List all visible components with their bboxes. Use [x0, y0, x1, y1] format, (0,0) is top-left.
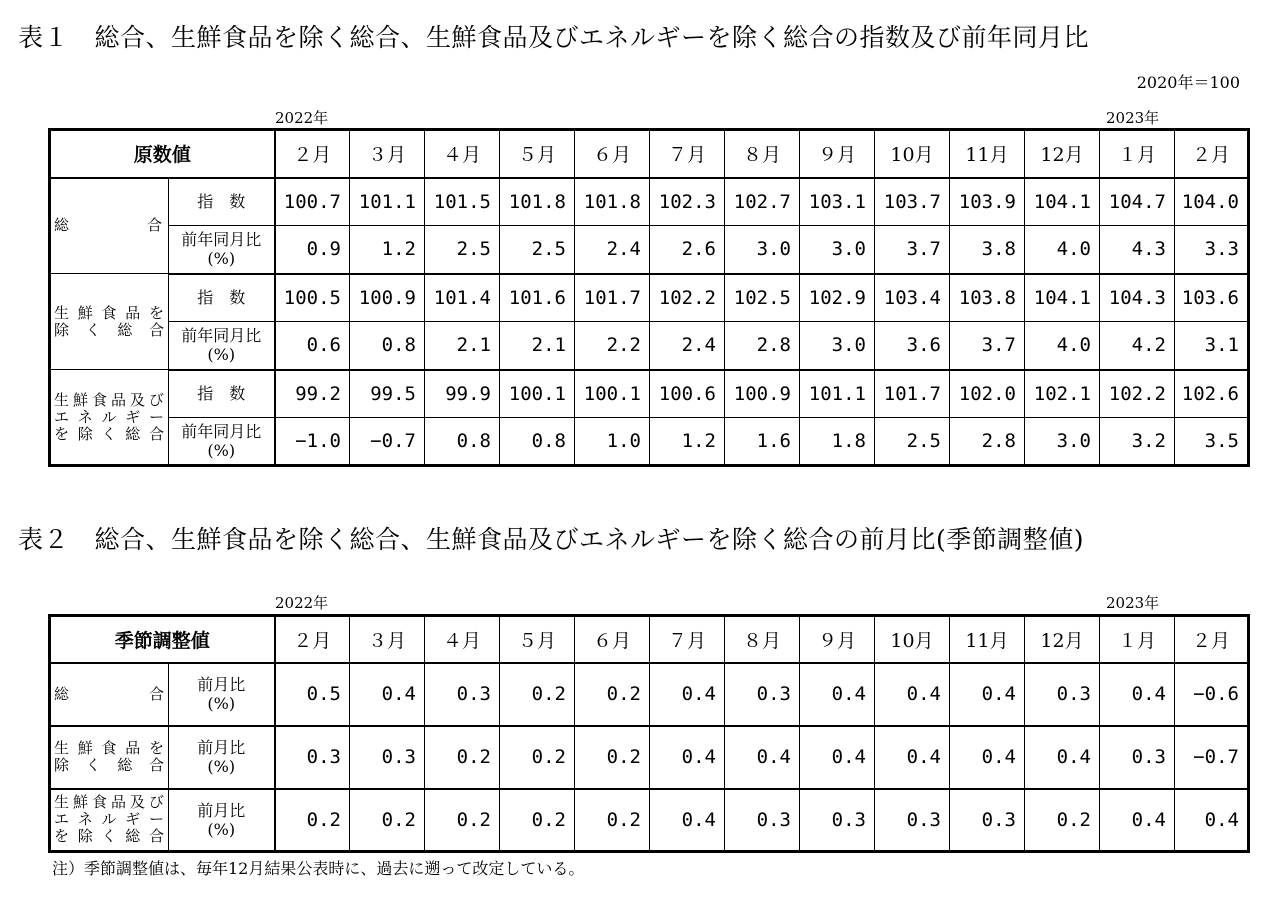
index-value: 102.2 — [650, 274, 725, 322]
label-line: 生 鮮 食 品 を — [54, 303, 164, 322]
yoy-value: 2.5 — [500, 226, 575, 274]
mom-value: 0.4 — [1025, 726, 1100, 789]
index-value: 101.6 — [500, 274, 575, 322]
table-row — [50, 663, 1249, 726]
table-row — [50, 322, 1249, 370]
mom-value: 0.4 — [800, 663, 875, 726]
mom-value: 0.3 — [275, 726, 350, 789]
yoy-label-line2: (%) — [207, 249, 236, 269]
month-header: ９月 — [800, 130, 875, 178]
mom-value: 0.3 — [725, 789, 800, 852]
index-label: 指 数 — [169, 370, 275, 418]
index-value: 101.5 — [425, 178, 500, 226]
yoy-value: 3.1 — [1175, 322, 1249, 370]
yoy-label-line1: 前年同月比 — [181, 326, 262, 346]
yoy-label — [169, 226, 275, 274]
table2-title: 表２ 総合、生鮮食品を除く総合、生鮮食品及びエネルギーを除く総合の前月比(季節調整値) — [18, 525, 1085, 554]
yoy-value: 0.8 — [425, 418, 500, 466]
yoy-value: 1.8 — [800, 418, 875, 466]
month-header: 12月 — [1025, 130, 1100, 178]
yoy-value: 1.0 — [575, 418, 650, 466]
yoy-value: 1.6 — [725, 418, 800, 466]
mom-value: 0.2 — [275, 789, 350, 852]
index-value: 103.4 — [875, 274, 950, 322]
table1-year-end: 2023年 — [1106, 109, 1160, 127]
label-line: 除 く 総 合 — [54, 756, 164, 774]
mom-value: 0.4 — [1100, 789, 1175, 852]
month-header: 10月 — [875, 130, 950, 178]
mom-value: 0.5 — [275, 663, 350, 726]
mom-value: 0.4 — [650, 726, 725, 789]
table-row — [50, 274, 1249, 322]
mom-value: 0.4 — [875, 663, 950, 726]
month-header: 12月 — [1025, 616, 1100, 663]
month-header: ３月 — [350, 130, 425, 178]
index-value: 101.7 — [875, 370, 950, 418]
mom-value: 0.3 — [425, 663, 500, 726]
yoy-value: 1.2 — [350, 226, 425, 274]
month-header: ４月 — [425, 616, 500, 663]
month-header: １月 — [1100, 130, 1175, 178]
index-value: 100.1 — [500, 370, 575, 418]
month-header: ２月 — [275, 616, 350, 663]
mom-value: 0.2 — [500, 726, 575, 789]
mom-value: 0.3 — [1025, 663, 1100, 726]
yoy-value: 0.6 — [275, 322, 350, 370]
yoy-value: 2.5 — [875, 418, 950, 466]
yoy-value: 1.2 — [650, 418, 725, 466]
index-value: 104.0 — [1175, 178, 1249, 226]
index-value: 99.9 — [425, 370, 500, 418]
yoy-value: 3.3 — [1175, 226, 1249, 274]
index-value: 102.0 — [950, 370, 1025, 418]
table1-header-row — [50, 130, 1249, 178]
yoy-value: 4.3 — [1100, 226, 1175, 274]
label-char: 総 — [54, 216, 70, 235]
table-row — [50, 178, 1249, 226]
yoy-value: 3.0 — [800, 322, 875, 370]
index-value: 103.9 — [950, 178, 1025, 226]
month-header: ８月 — [725, 616, 800, 663]
index-value: 102.3 — [650, 178, 725, 226]
mom-label-line2: (%) — [207, 694, 236, 713]
yoy-value: 2.5 — [425, 226, 500, 274]
index-value: 101.1 — [350, 178, 425, 226]
month-header: ７月 — [650, 616, 725, 663]
index-value: 100.1 — [575, 370, 650, 418]
label-line: 除 く 総 合 — [54, 320, 164, 339]
yoy-value: 3.5 — [1175, 418, 1249, 466]
index-value: 102.1 — [1025, 370, 1100, 418]
mom-value: 0.4 — [950, 663, 1025, 726]
mom-label-line1: 前月比 — [197, 800, 246, 820]
month-header: ５月 — [500, 616, 575, 663]
index-value: 100.9 — [725, 370, 800, 418]
index-label: 指 数 — [169, 178, 275, 226]
yoy-value: 3.7 — [950, 322, 1025, 370]
yoy-value: 4.2 — [1100, 322, 1175, 370]
label-line: 生 鮮 食 品 及 び — [54, 390, 164, 409]
index-value: 102.2 — [1100, 370, 1175, 418]
row-group-label — [50, 370, 169, 466]
table-row — [50, 418, 1249, 466]
mom-label-line1: 前月比 — [197, 675, 246, 694]
index-value: 101.4 — [425, 274, 500, 322]
yoy-value: 2.8 — [725, 322, 800, 370]
mom-value: 0.2 — [575, 663, 650, 726]
month-header: 11月 — [950, 130, 1025, 178]
index-value: 103.1 — [800, 178, 875, 226]
index-value: 99.2 — [275, 370, 350, 418]
label-line: 生 鮮 食 品 を — [54, 739, 164, 757]
mom-value: −0.6 — [1175, 663, 1249, 726]
label-line: 総 合 — [54, 684, 164, 703]
mom-value: 0.2 — [425, 789, 500, 852]
month-header: ２月 — [275, 130, 350, 178]
row-group-label — [50, 663, 169, 726]
yoy-value: 2.4 — [650, 322, 725, 370]
table2-year-end: 2023年 — [1106, 594, 1160, 612]
month-header: ６月 — [575, 616, 650, 663]
mom-value: 0.2 — [575, 726, 650, 789]
month-header: ４月 — [425, 130, 500, 178]
table-row — [50, 226, 1249, 274]
yoy-value: 3.0 — [725, 226, 800, 274]
mom-value: 0.3 — [350, 726, 425, 789]
index-value: 101.1 — [800, 370, 875, 418]
yoy-value: 4.0 — [1025, 226, 1100, 274]
table-row — [50, 726, 1249, 789]
yoy-label-line2: (%) — [207, 441, 236, 460]
yoy-value: 2.1 — [425, 322, 500, 370]
month-header: ２月 — [1175, 616, 1249, 663]
row-group-label — [50, 178, 169, 274]
yoy-value: 3.2 — [1100, 418, 1175, 466]
mom-value: 0.2 — [500, 789, 575, 852]
label-char: 合 — [146, 216, 162, 235]
yoy-label — [169, 322, 275, 370]
row-group-label — [50, 789, 169, 852]
mom-value: 0.4 — [875, 726, 950, 789]
yoy-value: −1.0 — [275, 418, 350, 466]
yoy-label-line2: (%) — [207, 345, 236, 365]
base-year-note: 2020年＝100 — [1136, 73, 1240, 92]
mom-label-line1: 前月比 — [197, 738, 246, 757]
mom-value: 0.3 — [725, 663, 800, 726]
yoy-value: 3.8 — [950, 226, 1025, 274]
mom-value: 0.2 — [1025, 789, 1100, 852]
index-value: 100.5 — [275, 274, 350, 322]
mom-value: 0.2 — [500, 663, 575, 726]
table2-year-start: 2022年 — [275, 594, 329, 612]
table1-year-start: 2022年 — [275, 109, 329, 127]
mom-value: 0.4 — [950, 726, 1025, 789]
yoy-value: 2.6 — [650, 226, 725, 274]
label-line: を 除 く 総 合 — [54, 424, 164, 443]
mom-value: 0.2 — [575, 789, 650, 852]
table2-corner: 季節調整値 — [50, 616, 275, 663]
month-header: １月 — [1100, 616, 1175, 663]
mom-value: 0.2 — [425, 726, 500, 789]
row-group-label — [50, 274, 169, 370]
yoy-value: 0.8 — [500, 418, 575, 466]
yoy-label-line1: 前年同月比 — [181, 230, 262, 250]
month-header: ５月 — [500, 130, 575, 178]
month-header: ６月 — [575, 130, 650, 178]
index-value: 103.6 — [1175, 274, 1249, 322]
row-group-label — [50, 726, 169, 789]
mom-value: 0.3 — [950, 789, 1025, 852]
table-row — [50, 370, 1249, 418]
mom-value: 0.4 — [800, 726, 875, 789]
index-value: 100.7 — [275, 178, 350, 226]
mom-value: 0.3 — [1100, 726, 1175, 789]
index-value: 101.8 — [575, 178, 650, 226]
mom-value: 0.4 — [1175, 789, 1249, 852]
month-header: 11月 — [950, 616, 1025, 663]
mom-value: 0.4 — [1100, 663, 1175, 726]
index-value: 101.7 — [575, 274, 650, 322]
month-header: ８月 — [725, 130, 800, 178]
yoy-value: 2.8 — [950, 418, 1025, 466]
month-header: ９月 — [800, 616, 875, 663]
yoy-value: 4.0 — [1025, 322, 1100, 370]
label-line: を 除 く 総 合 — [54, 827, 164, 846]
mom-value: 0.4 — [650, 789, 725, 852]
mom-label — [169, 663, 275, 726]
yoy-value: 3.7 — [875, 226, 950, 274]
mom-value: 0.3 — [875, 789, 950, 852]
label-justified — [54, 217, 162, 234]
month-header: 10月 — [875, 616, 950, 663]
index-value: 102.5 — [725, 274, 800, 322]
index-value: 101.8 — [500, 178, 575, 226]
index-value: 100.9 — [350, 274, 425, 322]
index-label: 指 数 — [169, 274, 275, 322]
index-value: 104.1 — [1025, 178, 1100, 226]
index-value: 102.9 — [800, 274, 875, 322]
index-value: 104.7 — [1100, 178, 1175, 226]
mom-value: 0.4 — [725, 726, 800, 789]
yoy-value: 3.0 — [800, 226, 875, 274]
table1-title: 表１ 総合、生鮮食品を除く総合、生鮮食品及びエネルギーを除く総合の指数及び前年同月比 — [18, 23, 1090, 52]
yoy-value: 3.0 — [1025, 418, 1100, 466]
yoy-label — [169, 418, 275, 466]
label-line: エ ネ ル ギ ー — [54, 810, 164, 829]
month-header: ２月 — [1175, 130, 1249, 178]
table2-grid — [48, 614, 1250, 853]
table1-grid — [48, 128, 1250, 467]
yoy-value: 3.6 — [875, 322, 950, 370]
index-value: 100.6 — [650, 370, 725, 418]
index-value: 104.1 — [1025, 274, 1100, 322]
yoy-value: −0.7 — [350, 418, 425, 466]
month-header: ３月 — [350, 616, 425, 663]
yoy-value: 0.8 — [350, 322, 425, 370]
table2-header-row — [50, 616, 1249, 663]
mom-value: 0.3 — [800, 789, 875, 852]
label-line: 生 鮮 食 品 及 び — [54, 793, 164, 812]
yoy-value: 2.4 — [575, 226, 650, 274]
table-row — [50, 789, 1249, 852]
index-value: 102.7 — [725, 178, 800, 226]
mom-label — [169, 726, 275, 789]
index-value: 103.7 — [875, 178, 950, 226]
table1-corner: 原数値 — [50, 130, 275, 178]
yoy-value: 0.9 — [275, 226, 350, 274]
index-value: 104.3 — [1100, 274, 1175, 322]
mom-value: 0.4 — [350, 663, 425, 726]
mom-label — [169, 789, 275, 852]
index-value: 102.6 — [1175, 370, 1249, 418]
index-value: 99.5 — [350, 370, 425, 418]
mom-label-line2: (%) — [207, 757, 236, 776]
yoy-value: 2.2 — [575, 322, 650, 370]
footnote: 注）季節調整値は、毎年12月結果公表時に、過去に遡って改定している。 — [52, 859, 585, 878]
index-value: 103.8 — [950, 274, 1025, 322]
mom-value: 0.2 — [350, 789, 425, 852]
mom-value: −0.7 — [1175, 726, 1249, 789]
month-header: ７月 — [650, 130, 725, 178]
mom-value: 0.4 — [650, 663, 725, 726]
label-line: エ ネ ル ギ ー — [54, 407, 164, 426]
yoy-label-line1: 前年同月比 — [181, 422, 262, 441]
yoy-value: 2.1 — [500, 322, 575, 370]
mom-label-line2: (%) — [207, 819, 236, 839]
